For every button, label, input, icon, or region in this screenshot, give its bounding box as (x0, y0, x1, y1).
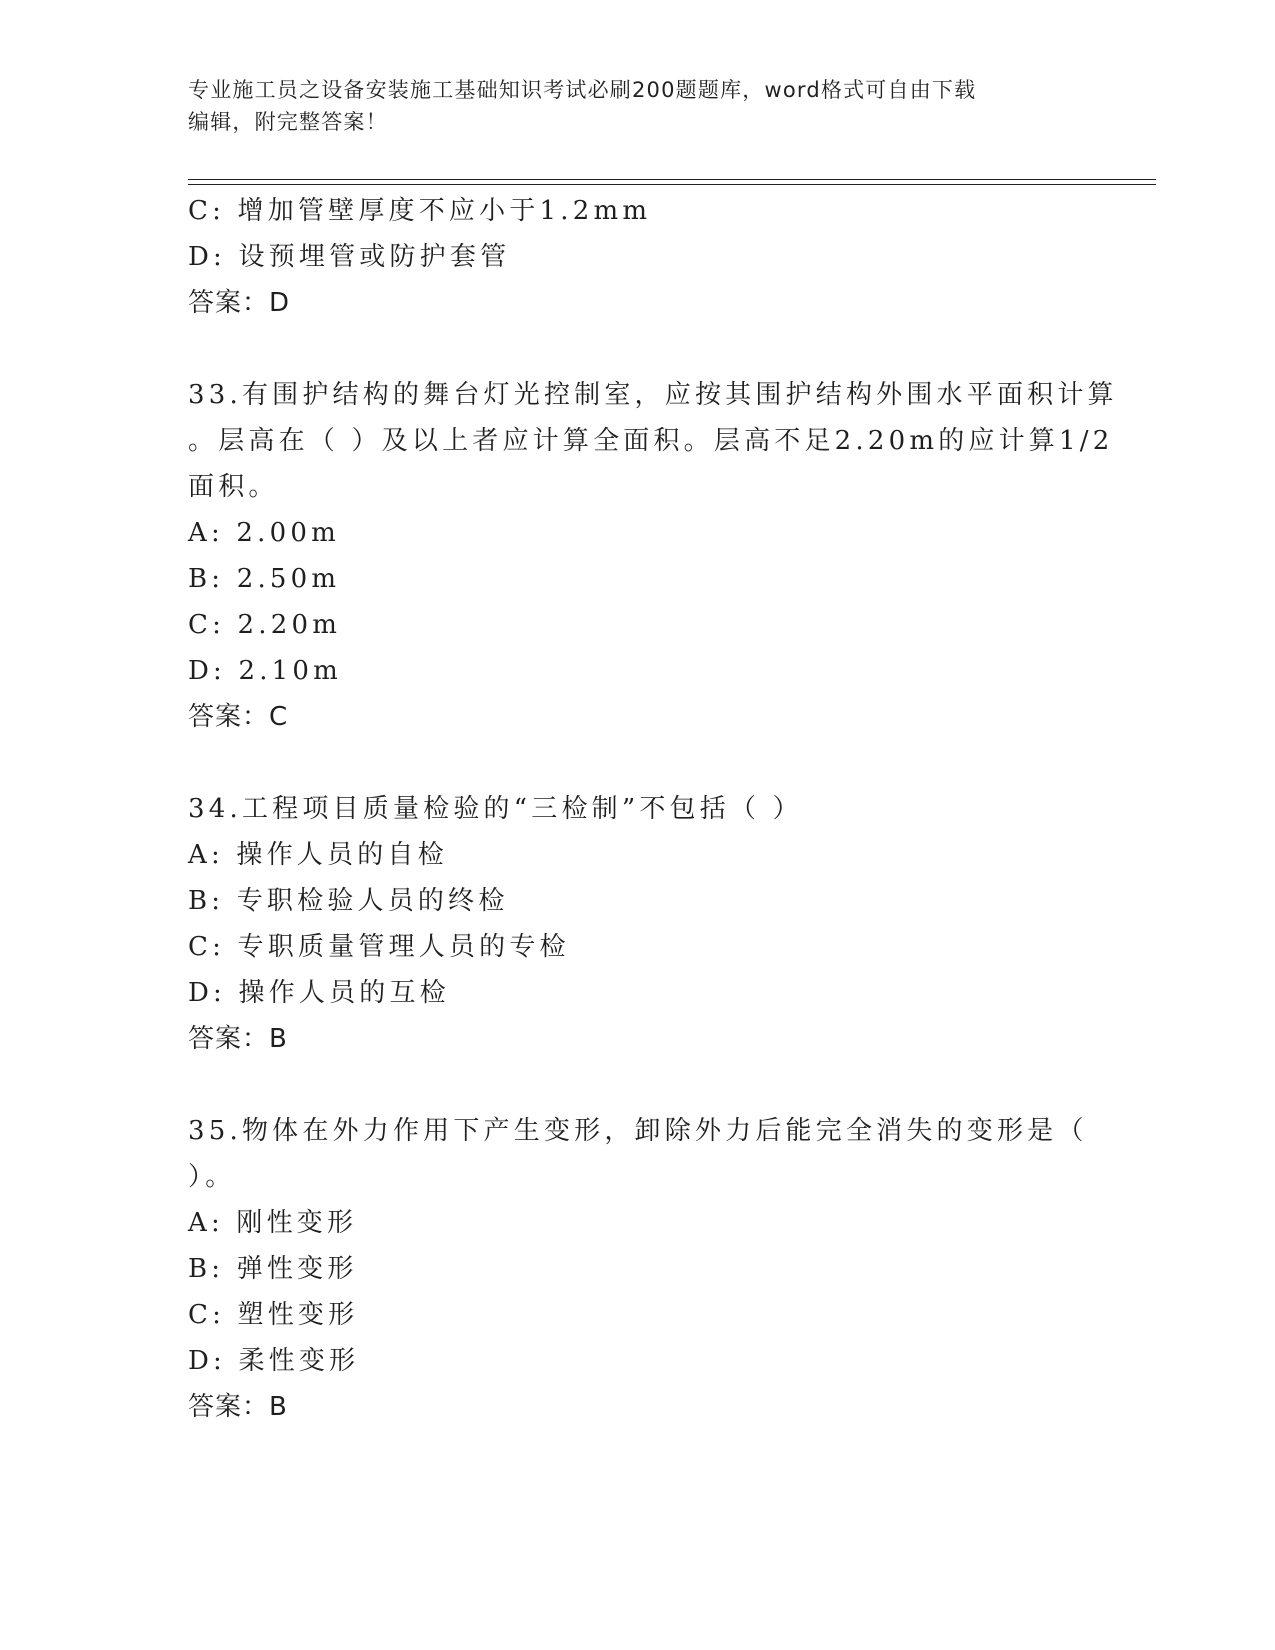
question-33 (188, 372, 1118, 740)
question-text-line-2: 。层高在（ ）及以上者应计算全面积。层高不足2.20m的应计算1/2 (188, 426, 1114, 456)
option-a: A: 操作人员的自检 (188, 840, 448, 870)
question-32-tail (188, 188, 1088, 326)
option-c: C: 增加管壁厚度不应小于1.2mm (188, 196, 652, 226)
option-c: C: 专职质量管理人员的专检 (188, 932, 570, 962)
question-text-line-1: 35.物体在外力作用下产生变形，卸除外力后能完全消失的变形是（ (188, 1116, 1088, 1146)
option-d: D: 柔性变形 (188, 1346, 360, 1376)
page-header (188, 74, 1068, 138)
option-d: D: 设预埋管或防护套管 (188, 242, 511, 272)
question-text-line-2: ）。 (188, 1162, 236, 1192)
option-c: C: 塑性变形 (188, 1300, 359, 1330)
option-d: D: 2.10m (188, 656, 343, 686)
spacer (188, 740, 1088, 786)
header-title-line-2: 编辑，附完整答案！ (188, 110, 388, 134)
question-35 (188, 1108, 1088, 1430)
header-rule-bottom (188, 184, 1156, 185)
option-a: A: 2.00m (188, 518, 340, 548)
spacer (188, 1062, 1088, 1108)
answer-line: 答案：C (188, 702, 289, 732)
question-text-line-1: 34.工程项目质量检验的“三检制”不包括（ ） (188, 794, 803, 824)
answer-line: 答案：B (188, 1024, 288, 1054)
option-a: A: 刚性变形 (188, 1208, 358, 1238)
option-c: C: 2.20m (188, 610, 342, 640)
question-text-line-3: 面积。 (188, 472, 279, 502)
answer-line: 答案：D (188, 288, 291, 318)
answer-line: 答案：B (188, 1392, 288, 1422)
question-list (188, 188, 1118, 1430)
option-b: B: 弹性变形 (188, 1254, 358, 1284)
question-34 (188, 786, 1088, 1062)
spacer (188, 326, 1088, 372)
question-text-line-1: 33.有围护结构的舞台灯光控制室，应按其围护结构外围水平面积计算 (188, 380, 1118, 410)
option-b: B: 2.50m (188, 564, 341, 594)
header-rule-top (188, 179, 1156, 180)
header-title-line-1: 专业施工员之设备安装施工基础知识考试必刷200题题库，word格式可自由下载 (188, 78, 977, 102)
option-d: D: 操作人员的互检 (188, 978, 450, 1008)
option-b: B: 专职检验人员的终检 (188, 886, 509, 916)
